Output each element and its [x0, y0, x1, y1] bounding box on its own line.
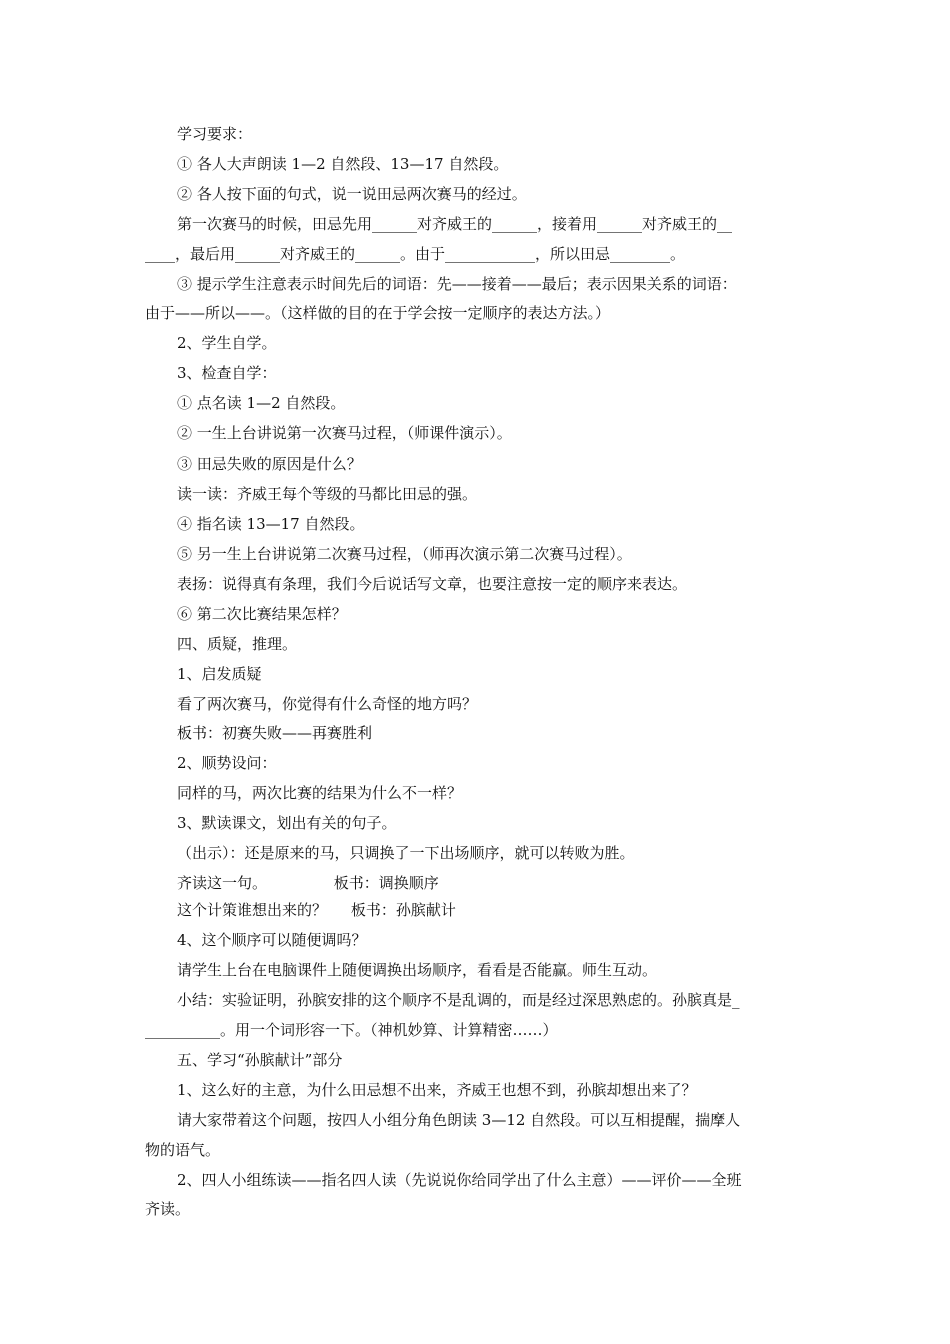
text-line: ④ 指名读 13—17 自然段。 — [177, 515, 365, 533]
text-line: ③ 提示学生注意表示时间先后的词语：先——接着——最后；表示因果关系的词语： — [177, 275, 737, 293]
text-line: 板书：初赛失败——再赛胜利 — [177, 724, 373, 742]
text-line: 由于——所以——。（这样做的目的在于学会按一定顺序的表达方法。） — [145, 304, 611, 322]
text-line: 四、质疑，推理。 — [177, 635, 298, 653]
text-line: ② 一生上台讲说第一次赛马过程，（师课件演示）。 — [177, 424, 512, 442]
text-line: 五、学习“孙膑献计”部分 — [177, 1051, 343, 1069]
text-line: ____，最后用______对齐威王的______。由于____________，所以田忌________。 — [145, 245, 686, 263]
text-line: ① 各人大声朗读 1—2 自然段、13—17 自然段。 — [177, 155, 509, 173]
text-line: 小结：实验证明，孙膑安排的这个顺序不是乱调的，而是经过深思熟虑的。孙膑真是_ — [177, 991, 740, 1009]
text-line: 学习要求： — [177, 125, 253, 143]
text-line: 第一次赛马的时候，田忌先用______对齐威王的______，接着用______对齐威王的__ — [177, 215, 733, 233]
text-line: ① 点名读 1—2 自然段。 — [177, 394, 346, 412]
text-line: 齐读。 — [145, 1200, 191, 1218]
text-line: 4、这个顺序可以随便调吗？ — [177, 931, 367, 949]
text-line: 1、这么好的主意，为什么田忌想不出来，齐威王也想不到，孙膑却想出来了？ — [177, 1081, 697, 1099]
text-line: 2、顺势设问： — [177, 754, 277, 772]
text-line: 请大家带着这个问题，按四人小组分角色朗读 3—12 自然段。可以互相提醒，揣摩人 — [177, 1111, 741, 1129]
text-line: 齐读这一句。 板书：调换顺序 — [177, 874, 439, 892]
text-line: 这个计策谁想出来的？ 板书：孙膑献计 — [177, 901, 456, 919]
text-line: 2、学生自学。 — [177, 334, 277, 352]
text-line: 3、检查自学： — [177, 364, 277, 382]
text-line: （出示）：还是原来的马，只调换了一下出场顺序，就可以转败为胜。 — [177, 844, 635, 862]
text-line: 1、启发质疑 — [177, 665, 262, 683]
text-line: ③ 田忌失败的原因是什么？ — [177, 455, 362, 473]
text-line: ⑥ 第二次比赛结果怎样？ — [177, 605, 347, 623]
text-line: 读一读：齐威王每个等级的马都比田忌的强。 — [177, 485, 478, 503]
text-line: 3、默读课文，划出有关的句子。 — [177, 814, 397, 832]
text-line: 请学生上台在电脑课件上随便调换出场顺序，看看是否能赢。师生互动。 — [177, 961, 658, 979]
text-line: ② 各人按下面的句式，说一说田忌两次赛马的经过。 — [177, 185, 527, 203]
text-line: 同样的马，两次比赛的结果为什么不一样？ — [177, 784, 463, 802]
text-line: 看了两次赛马，你觉得有什么奇怪的地方吗？ — [177, 695, 478, 713]
text-line: 表扬：说得真有条理，我们今后说话写文章，也要注意按一定的顺序来表达。 — [177, 575, 688, 593]
text-line: 物的语气。 — [145, 1141, 221, 1159]
text-line: __________。用一个词形容一下。（神机妙算、计算精密……） — [145, 1021, 558, 1039]
text-line: 2、四人小组练读——指名四人读（先说说你给同学出了什么主意）——评价——全班 — [177, 1171, 742, 1189]
text-line: ⑤ 另一生上台讲说第二次赛马过程，（师再次演示第二次赛马过程）。 — [177, 545, 632, 563]
